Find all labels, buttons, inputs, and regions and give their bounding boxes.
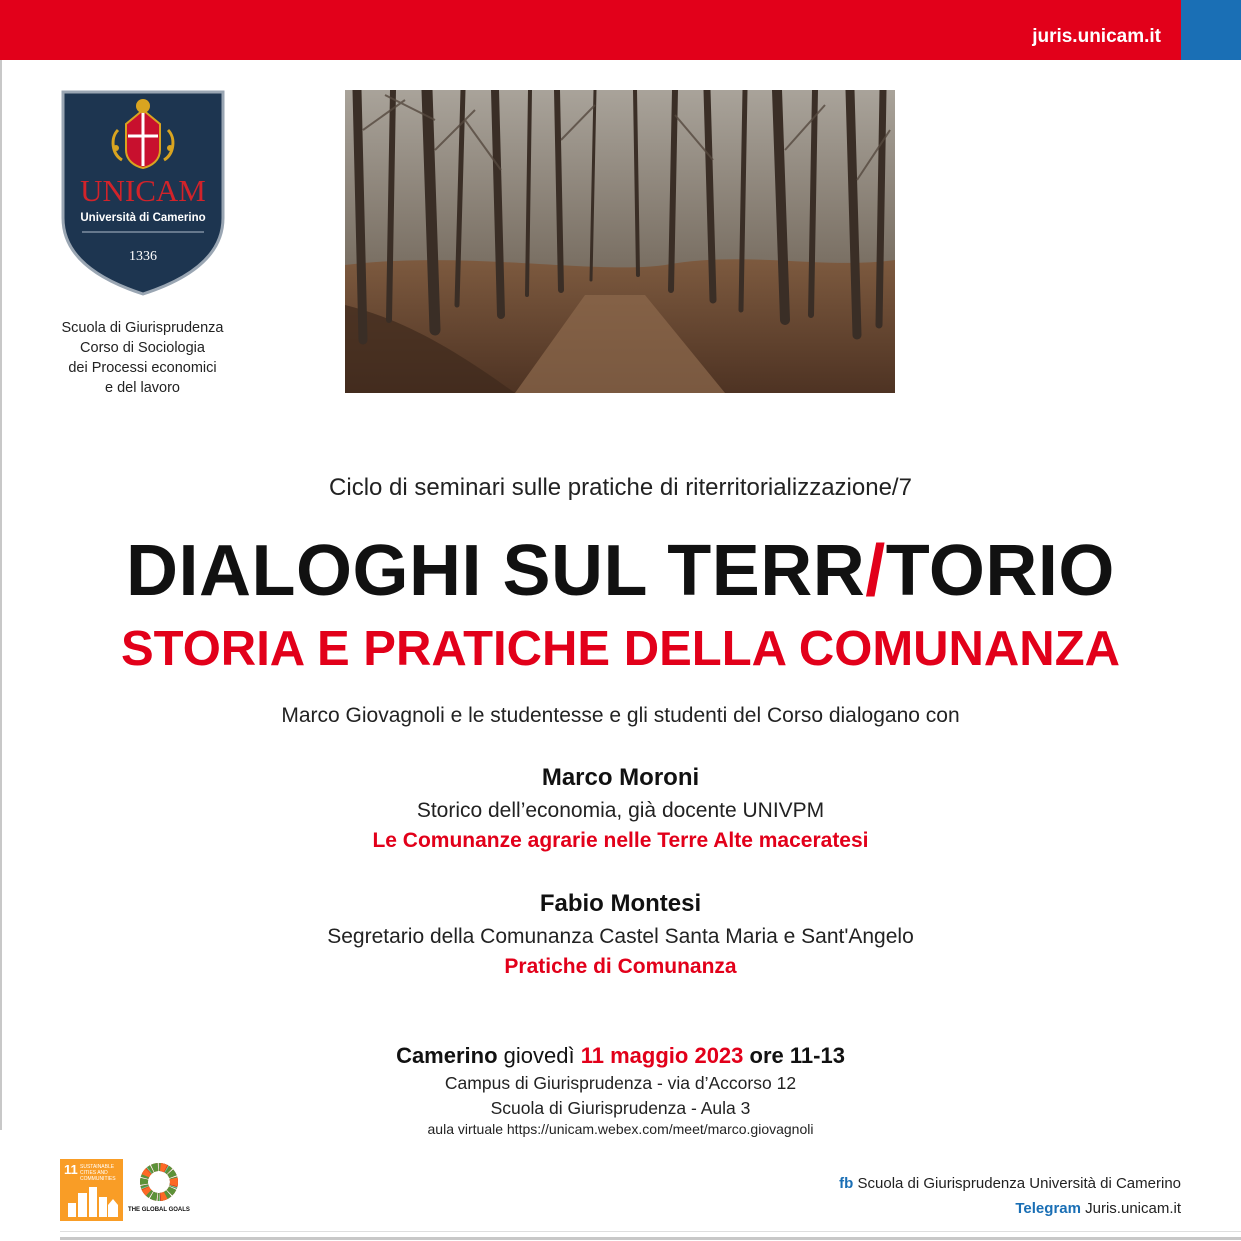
logo-year: 1336 [129, 249, 157, 264]
header-bar [0, 0, 1181, 60]
event-day: giovedì [503, 1043, 575, 1068]
frame-bottom-line [60, 1237, 1241, 1240]
telegram-info[interactable] [581, 1200, 1181, 1217]
school-line: Corso di Sociologia [80, 340, 205, 356]
speaker-2-topic: Pratiche di Comunanza [504, 955, 737, 978]
event-date: 11 maggio 2023 [580, 1043, 744, 1068]
sdg-11-badge [60, 1159, 123, 1221]
event-when [0, 1043, 1241, 1069]
title-slash: / [865, 531, 886, 611]
speaker-1-topic: Le Comunanze agrarie nelle Terre Alte maceratesi [372, 829, 869, 852]
website-link[interactable]: juris.unicam.it [1032, 26, 1161, 47]
speaker-1-name: Marco Moroni [541, 764, 700, 791]
facebook-icon: fb [839, 1175, 854, 1192]
sdg-label: SUSTAINABLE CITIES AND COMMUNITIES [80, 1164, 116, 1182]
speaker-1-role: Storico dell’economia, già docente UNIVPM [416, 799, 825, 822]
school-line: dei Processi economici [68, 360, 217, 376]
event-city: Camerino [396, 1043, 498, 1068]
title-part-2: TORIO [885, 531, 1115, 611]
school-line: Scuola di Giurisprudenza [61, 320, 224, 336]
event-intro: Marco Giovagnoli e le studentesse e gli studenti del Corso dialogano con [281, 704, 960, 727]
frame-bottom-line-thin [60, 1231, 1241, 1232]
header-accent-square [1181, 0, 1241, 60]
event-subtitle: STORIA E PRATICHE DELLA COMUNANZA [120, 622, 1121, 676]
event-campus: Campus di Giurisprudenza - via d’Accorso 12 [444, 1073, 797, 1093]
event-virtual-link[interactable]: aula virtuale https://unicam.webex.com/meet/marco.giovagnoli [427, 1121, 814, 1137]
speaker-2-name: Fabio Montesi [539, 890, 702, 917]
sdg-number: 11 [64, 1162, 78, 1177]
school-line: e del lavoro [105, 380, 180, 396]
event-time: ore 11-13 [749, 1043, 845, 1068]
seminar-series: Ciclo di seminari sulle pratiche di riterritorializzazione/7 [329, 474, 912, 501]
forest-photo [345, 90, 895, 393]
telegram-text: Juris.unicam.it [1085, 1200, 1181, 1217]
global-goals-badge [127, 1160, 191, 1220]
event-room: Scuola di Giurisprudenza - Aula 3 [490, 1098, 751, 1118]
school-info [30, 318, 255, 398]
global-goals-wheel-icon [127, 1160, 191, 1206]
logo-name: UNICAM [80, 173, 206, 208]
event-title [0, 528, 1241, 614]
facebook-text: Scuola di Giurisprudenza Università di Camerino [857, 1175, 1181, 1192]
global-goals-label: THE GLOBAL GOALS [128, 1207, 190, 1213]
logo-university: Università di Camerino [80, 212, 206, 224]
telegram-icon: Telegram [1015, 1200, 1081, 1217]
speaker-2-role: Segretario della Comunanza Castel Santa Maria e Sant'Angelo [327, 925, 914, 948]
city-icon [66, 1183, 118, 1217]
facebook-info[interactable] [581, 1175, 1181, 1192]
unicam-logo [60, 90, 226, 296]
title-part-1: DIALOGHI SUL TERR [126, 531, 866, 611]
